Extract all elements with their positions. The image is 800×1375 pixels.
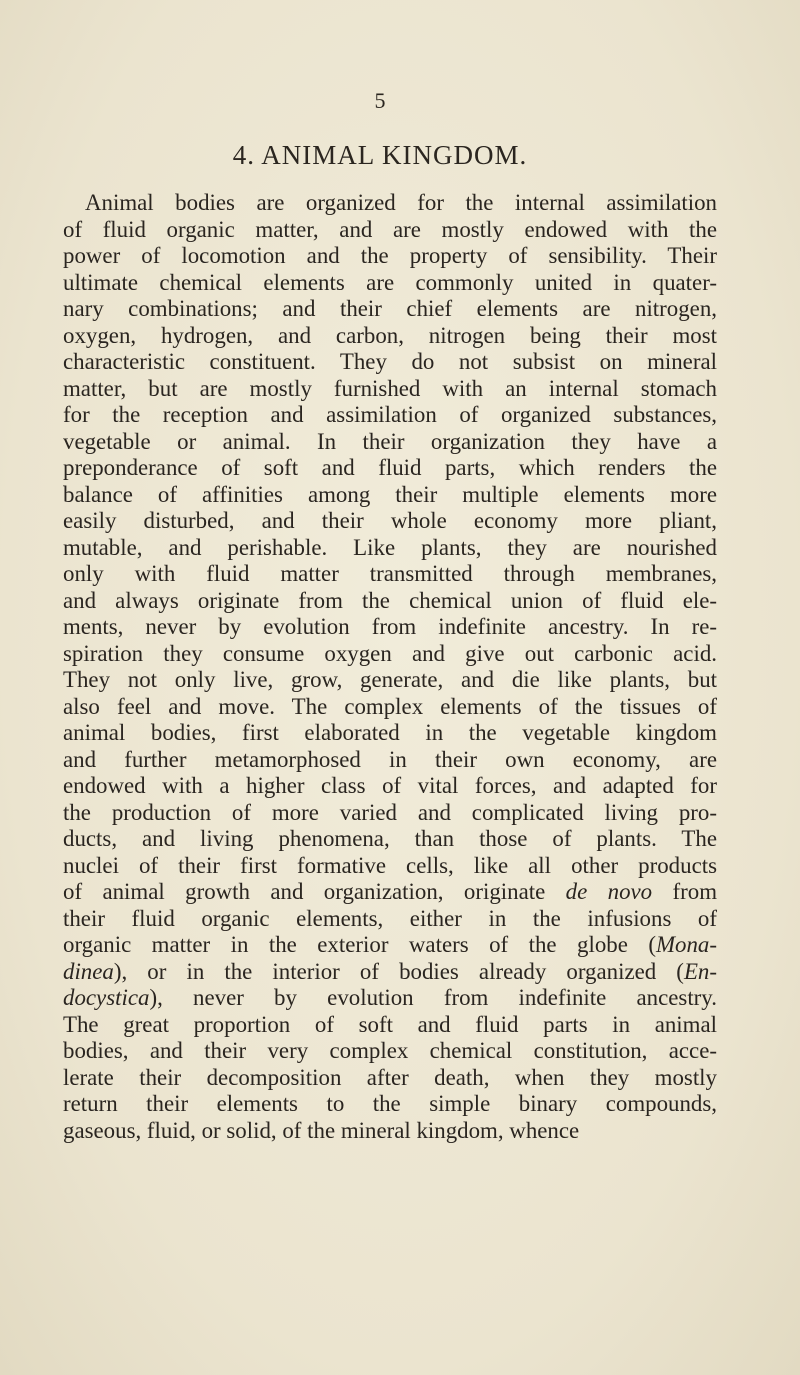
text-line: their fluid organic elements, either in the infusions of	[63, 905, 717, 931]
text-line: The great proportion of soft and fluid parts in animal	[63, 1011, 717, 1037]
text-line: return their elements to the simple binary compounds,	[63, 1091, 717, 1116]
text-line: matter, but are mostly furnished with an internal stomach	[63, 375, 717, 401]
text-line: gaseous, fluid, or solid, of the mineral kingdom, whence	[63, 1117, 580, 1143]
section-heading: 4. ANIMAL KINGDOM.	[232, 140, 528, 170]
text-line: bodies, and their very complex chemical constitution, acce-	[63, 1038, 717, 1063]
text-line: nuclei of their first formative cells, like all other products	[63, 852, 717, 878]
text-line: easily disturbed, and their whole economy more pliant,	[63, 508, 717, 533]
text-line: animal bodies, first elaborated in the vegetable kingdom	[63, 720, 717, 745]
text-line: ments, never by evolution from indefinite ancestry. In re-	[63, 614, 717, 639]
text-line: only with fluid matter transmitted through membranes,	[63, 561, 717, 586]
text-line: organic matter in the exterior waters of the globe (Mona-	[63, 932, 717, 957]
text-line: oxygen, hydrogen, and carbon, nitrogen being their most	[63, 322, 717, 348]
text-line: of animal growth and organization, originate de novo from	[63, 879, 718, 904]
text-line: balance of affinities among their multiple elements more	[63, 481, 717, 507]
text-line: dinea), or in the interior of bodies already organized (En-	[63, 958, 717, 984]
text-line: power of locomotion and the property of sensibility. Their	[63, 243, 717, 268]
text-line: the production of more varied and complicated living pro-	[63, 799, 717, 825]
text-line: characteristic constituent. They do not subsist on mineral	[63, 349, 717, 374]
text-line: ducts, and living phenomena, than those of plants. The	[63, 826, 717, 851]
text-line: They not only live, grow, generate, and die like plants, but	[63, 667, 717, 692]
text-line: docystica), never by evolution from indefinite ancestry.	[63, 985, 717, 1010]
text-line: spiration they consume oxygen and give out carbonic acid.	[63, 640, 717, 666]
page-number: 5	[374, 88, 386, 113]
text-line: for the reception and assimilation of organized substances,	[63, 402, 717, 427]
text-line: preponderance of soft and fluid parts, which renders the	[63, 455, 717, 480]
text-line: Animal bodies are organized for the internal assimilation	[85, 190, 717, 215]
text-line: and further metamorphosed in their own economy, are	[63, 746, 717, 772]
text-line: nary combinations; and their chief elements are nitrogen,	[63, 296, 717, 321]
text-line: lerate their decomposition after death, when they mostly	[63, 1064, 717, 1090]
text-line: and always originate from the chemical union of fluid ele-	[63, 587, 717, 613]
text-line: ultimate chemical elements are commonly united in quater-	[63, 269, 717, 295]
text-line: also feel and move. The complex elements of the tissues of	[63, 693, 717, 719]
text-line: mutable, and perishable. Like plants, they are nourished	[63, 534, 717, 560]
text-line: endowed with a higher class of vital forces, and adapted for	[63, 773, 717, 798]
text-line: of fluid organic matter, and are mostly endowed with the	[63, 216, 717, 242]
body-paragraph	[63, 190, 717, 1144]
text-line: vegetable or animal. In their organization they have a	[63, 428, 717, 454]
